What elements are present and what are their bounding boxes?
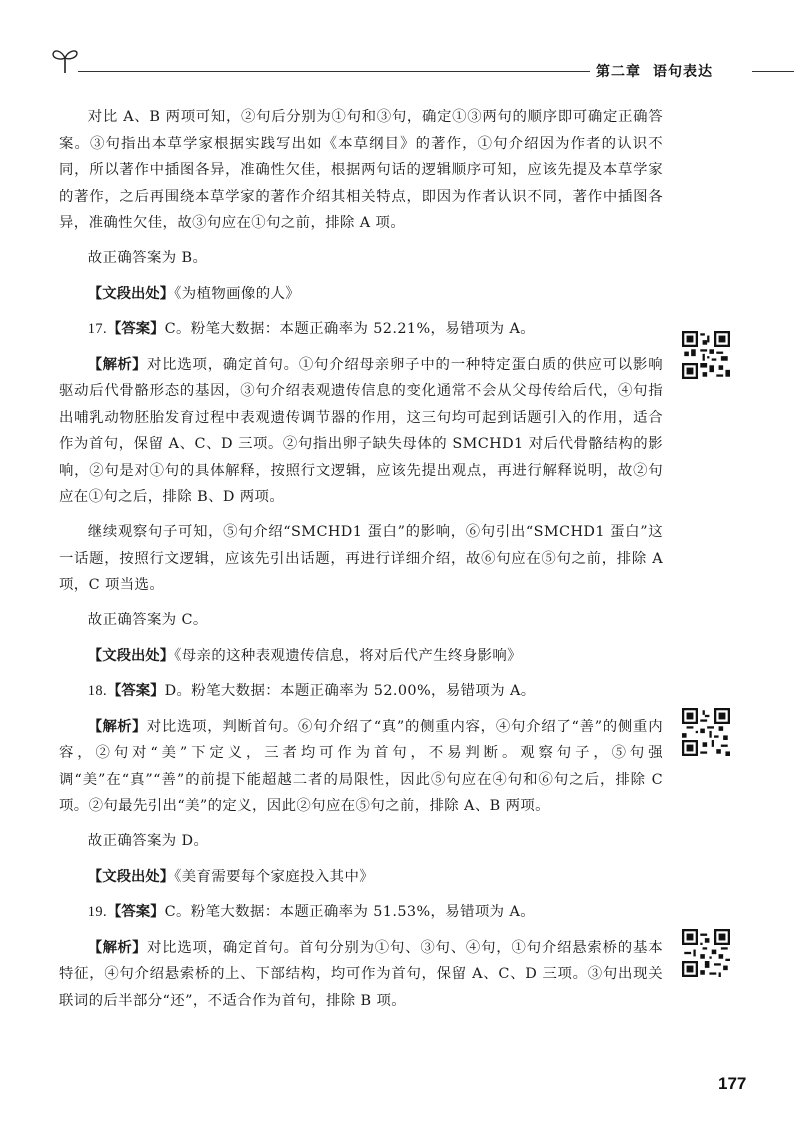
paragraph-text: 故正确答案为 D。 bbox=[87, 833, 209, 849]
question-number: 19. bbox=[87, 904, 107, 920]
source-line bbox=[59, 864, 663, 891]
paragraph bbox=[59, 519, 663, 599]
answer-tag: 【答案】 bbox=[107, 903, 165, 920]
analysis-tag: 【解析】 bbox=[87, 717, 147, 735]
page-header bbox=[0, 0, 800, 90]
paragraph bbox=[59, 607, 663, 634]
sprout-icon bbox=[52, 46, 78, 74]
chapter-title bbox=[596, 61, 725, 81]
paragraph-text: 对比 A、B 两项可知，②句后分别为①句和③句，确定①③两句的顺序即可确定正确答案。③句指出本草学家根据实践写出如《本草纲目》的著作，①句介绍因为作者的认识不同，所以著作中插图各异，准确性欠佳，根据两句话的逻辑顺序可知，应该先提及本草学家的著作，之后再围绕本草学家的著作介绍其相关特点，即因为作者认识不同，著作中插图各异，准确性欠佳，故③句应在①句之前，排除 A 项。 bbox=[59, 109, 663, 231]
answer-text: D。粉笔大数据：本题正确率为 52.00%，易错项为 A。 bbox=[164, 683, 536, 699]
analysis-paragraph bbox=[59, 352, 663, 511]
analysis-paragraph bbox=[59, 935, 663, 1015]
paragraph bbox=[59, 104, 663, 237]
answer-line bbox=[59, 899, 663, 926]
source-tag: 【文段出处】 bbox=[87, 867, 175, 885]
qr-code-icon[interactable] bbox=[682, 331, 730, 379]
analysis-text: 对比选项，判断首句。⑥句介绍了“真”的侧重内容，④句介绍了“善”的侧重内容，②句对“美”下定义，三者均可作为首句，不易判断。观察句子，⑤句强调“美”在“真”“善”的前提下能超越二者的局限性，因此⑤句应在④句和⑥句之后，排除 C 项。②句最先引出“美”的定义，因此②句应在⑤句之前，排除 A、B 两项。 bbox=[59, 718, 663, 814]
analysis-tag: 【解析】 bbox=[87, 938, 147, 956]
question-number: 18. bbox=[87, 683, 107, 699]
source-title: 《为植物画像的人》 bbox=[174, 285, 301, 302]
paragraph-text: 故正确答案为 B。 bbox=[87, 250, 208, 266]
answer-line bbox=[59, 316, 663, 343]
answer-line bbox=[59, 678, 663, 705]
header-rule-right bbox=[752, 71, 794, 72]
answer-tag: 【答案】 bbox=[107, 320, 165, 337]
question-number: 17. bbox=[87, 321, 107, 337]
paragraph-text: 继续观察句子可知，⑤句介绍“SMCHD1 蛋白”的影响，⑥句引出“SMCHD1 蛋白”这一话题，按照行文逻辑，应该先引出话题，再进行详细介绍，故⑥句应在⑤句之前，排除 A 项，C 项当选。 bbox=[59, 524, 663, 593]
analysis-text: 对比选项，确定首句。首句分别为①句、③句、④句，①句介绍悬索桥的基本特征，④句介绍悬索桥的上、下部结构，均可作为首句，保留 A、C、D 三项。③句出现关联词的后半部分“还”，不适合作为首句，排除 B 项。 bbox=[59, 939, 663, 1009]
header-rule-left bbox=[78, 71, 590, 72]
paragraph bbox=[59, 245, 663, 272]
analysis-text: 对比选项，确定首句。①句介绍母亲卵子中的一种特定蛋白质的供应可以影响驱动后代骨骼形态的基因，③句介绍表观遗传信息的变化通常不会从父母传给后代，④句指出哺乳动物胚胎发育过程中表观遗传调节器的作用，这三句均可起到话题引入的作用，适合作为首句，保留 A、C、D 三项。②句指出卵子缺失母体的 SMCHD1 对后代骨骼结构的影响，②句是对①句的具体解释，按照行文逻辑，应该先提出观点，再进行解释说明，故②句应在①句之后，排除 B、D 两项。 bbox=[59, 356, 663, 505]
page-content bbox=[59, 104, 663, 1023]
answer-tag: 【答案】 bbox=[107, 682, 165, 699]
qr-code-icon[interactable] bbox=[682, 708, 730, 756]
answer-text: C。粉笔大数据：本题正确率为 52.21%，易错项为 A。 bbox=[164, 321, 536, 337]
source-line bbox=[59, 643, 663, 670]
paragraph bbox=[59, 828, 663, 855]
page-number: 177 bbox=[718, 1074, 747, 1093]
answer-text: C。粉笔大数据：本题正确率为 51.53%，易错项为 A。 bbox=[164, 904, 536, 920]
qr-code-icon[interactable] bbox=[682, 929, 730, 977]
source-title: 《美育需要每个家庭投入其中》 bbox=[174, 868, 375, 885]
source-title: 《母亲的这种表观遗传信息，将对后代产生终身影响》 bbox=[174, 647, 522, 664]
chapter-name: 语句表达 bbox=[653, 64, 713, 80]
source-line bbox=[59, 281, 663, 308]
analysis-paragraph bbox=[59, 714, 663, 820]
source-tag: 【文段出处】 bbox=[87, 284, 175, 302]
chapter-label: 第二章 bbox=[596, 64, 641, 80]
analysis-tag: 【解析】 bbox=[87, 355, 147, 373]
paragraph-text: 故正确答案为 C。 bbox=[87, 612, 208, 628]
source-tag: 【文段出处】 bbox=[87, 646, 175, 664]
